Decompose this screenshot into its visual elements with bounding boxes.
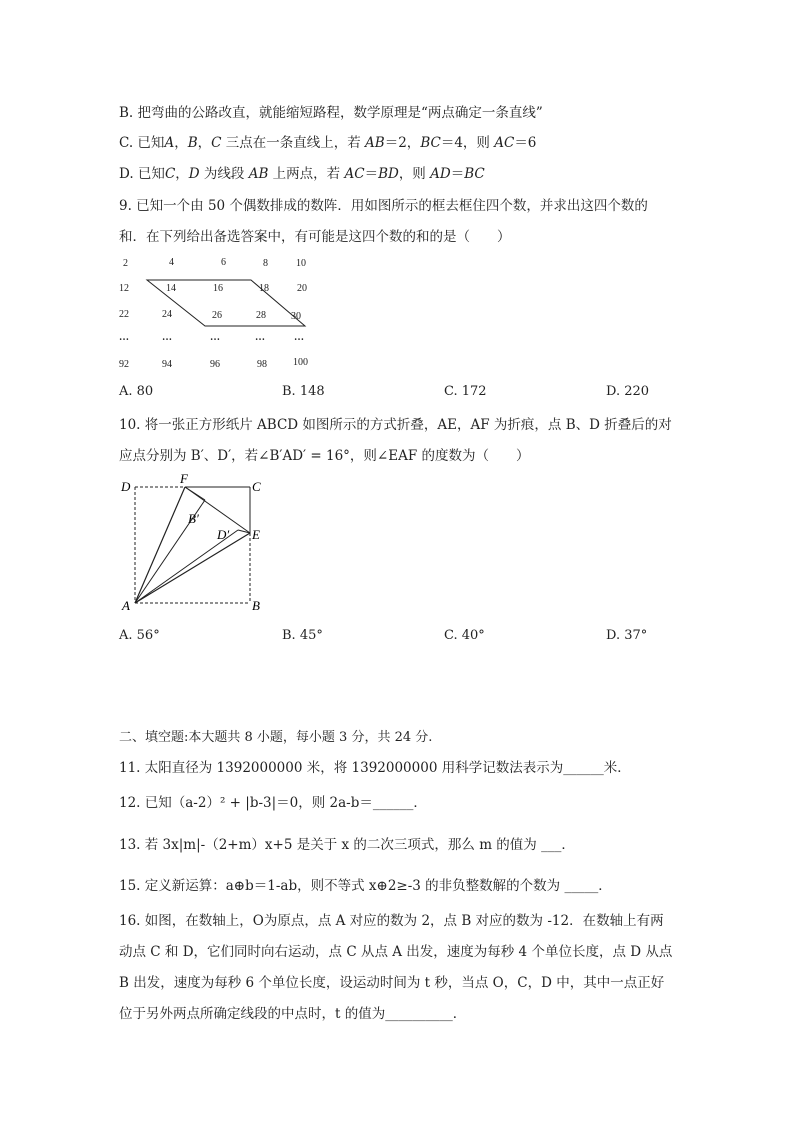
grid-cell: 20 bbox=[297, 283, 307, 294]
q9-line-2: 和．在下列给出备选答案中，有可能是这四个数的和的是（ ） bbox=[119, 229, 511, 245]
q16-line-4: 位于另外两点所确定线段的中点时，t 的值为__________． bbox=[119, 1006, 467, 1022]
q9-option-a: A. 80 bbox=[119, 384, 154, 399]
grid-cell: 28 bbox=[256, 310, 266, 321]
segment-FB1 bbox=[185, 487, 205, 500]
q16-line-3: B 出发，速度为每秒 6 个单位长度，设运动时间为 t 秒，当点 O，C，D 中，其中一点正好 bbox=[119, 975, 665, 991]
grid-cell: 26 bbox=[212, 310, 222, 321]
q9-option-c: C. 172 bbox=[444, 384, 487, 399]
grid-cell: 16 bbox=[213, 283, 223, 294]
q8-option-b: B. 把弯曲的公路改直，就能缩短路程，数学原理是“两点确定一条直线” bbox=[119, 105, 543, 121]
label-E: E bbox=[252, 527, 260, 542]
q10-option-d: D. 37° bbox=[606, 628, 648, 643]
label-B: B bbox=[252, 598, 260, 613]
grid-cell: 10 bbox=[296, 258, 306, 269]
q16-line-1: 16. 如图，在数轴上，O为原点，点 A 对应的数为 2，点 B 对应的数为 -12．在数轴上有两 bbox=[119, 913, 664, 929]
q9-option-b: B. 148 bbox=[282, 384, 325, 399]
grid-cell: 14 bbox=[166, 283, 176, 294]
label-F: F bbox=[180, 471, 188, 486]
q8-option-c: C. 已知A，B，C 三点在一条直线上，若 AB＝2，BC＝4，则 AC＝6 bbox=[119, 135, 537, 151]
label-C: C bbox=[252, 479, 261, 494]
grid-ellipsis: … bbox=[294, 332, 304, 343]
grid-cell: 100 bbox=[293, 357, 308, 368]
grid-ellipsis: … bbox=[162, 332, 172, 343]
grid-ellipsis: … bbox=[255, 332, 265, 343]
grid-cell: 4 bbox=[169, 257, 174, 268]
q10-line-1: 10. 将一张正方形纸片 ABCD 如图所示的方式折叠，AE，AF 为折痕，点 B、D 折叠后的对 bbox=[119, 417, 672, 433]
label-B-prime: B′ bbox=[188, 511, 199, 526]
section-2-heading: 二、填空题:本大题共 8 小题，每小题 3 分，共 24 分. bbox=[119, 730, 433, 745]
label-D-prime: D′ bbox=[217, 527, 230, 542]
q8-option-d: D. 已知C，D 为线段 AB 上两点，若 AC＝BD，则 AD＝BC bbox=[119, 166, 485, 182]
grid-ellipsis: … bbox=[210, 332, 220, 343]
q11-text: 11. 太阳直径为 1392000000 米，将 1392000000 用科学记数法表示为______米． bbox=[119, 760, 631, 776]
label-A: A bbox=[122, 598, 130, 613]
grid-cell: 98 bbox=[257, 359, 267, 370]
q13-text: 13. 若 3x|m|-（2+m）x+5 是关于 x 的二次三项式，那么 m 的值为 ___． bbox=[119, 837, 575, 853]
grid-cell: 8 bbox=[263, 258, 268, 269]
q10-fold-figure bbox=[110, 470, 310, 630]
q10-line-2: 应点分别为 B′、D′，若∠B′AD′ = 16°，则∠EAF 的度数为（ ） bbox=[119, 448, 530, 464]
q10-option-c: C. 40° bbox=[444, 628, 485, 643]
q9-option-d: D. 220 bbox=[606, 384, 650, 399]
q10-option-a: A. 56° bbox=[119, 628, 160, 643]
q12-text: 12. 已知（a-2）² + |b-3|＝0，则 2a-b＝______． bbox=[119, 795, 427, 811]
grid-cell: 2 bbox=[123, 258, 128, 269]
q10-option-b: B. 45° bbox=[282, 628, 323, 643]
grid-cell: 96 bbox=[210, 359, 220, 370]
crease-AE bbox=[135, 533, 250, 603]
grid-cell: 94 bbox=[162, 359, 172, 370]
grid-ellipsis: … bbox=[119, 332, 129, 343]
grid-cell: 22 bbox=[119, 309, 129, 320]
grid-cell: 92 bbox=[119, 359, 129, 370]
q16-line-2: 动点 C 和 D，它们同时向右运动，点 C 从点 A 出发，速度为每秒 4 个单位长度，点 D 从点 bbox=[119, 944, 673, 960]
grid-cell: 12 bbox=[119, 283, 129, 294]
label-D: D bbox=[121, 479, 131, 494]
q15-text: 15. 定义新运算：a⊕b＝1-ab，则不等式 x⊕2≥-3 的非负整数解的个数为 _____． bbox=[119, 878, 612, 894]
grid-cell: 30 bbox=[291, 311, 301, 322]
grid-cell: 24 bbox=[162, 309, 172, 320]
q9-line-1: 9. 已知一个由 50 个偶数排成的数阵．用如图所示的框去框住四个数，并求出这四个数的 bbox=[119, 198, 648, 214]
grid-cell: 6 bbox=[221, 257, 226, 268]
grid-cell: 18 bbox=[259, 283, 269, 294]
